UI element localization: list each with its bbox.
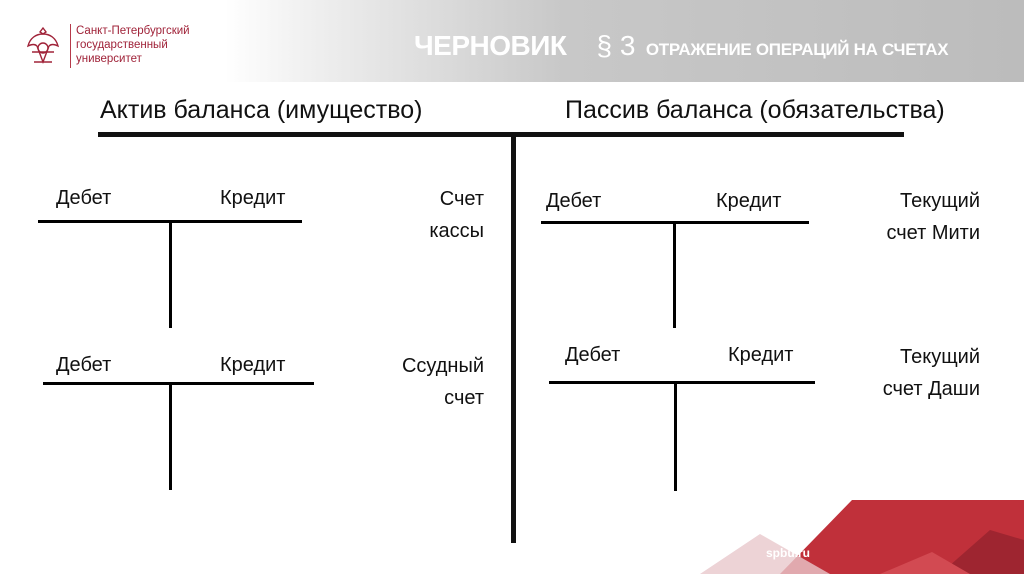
slide-title <box>414 30 948 70</box>
cash-credit-label: Кредит <box>220 187 286 209</box>
cash-debit-label: Дебет <box>56 187 112 209</box>
mitya-account-name <box>840 185 980 249</box>
dasha-account-name <box>840 341 980 405</box>
mitya-debit-label: Дебет <box>546 190 602 212</box>
dasha-account-name-line-1: Текущий <box>900 346 980 368</box>
asset-heading: Актив баланса (имущество) <box>100 96 423 124</box>
loan-t-horizontal <box>43 382 314 385</box>
mitya-account-name-line-1: Текущий <box>900 190 980 212</box>
balance-vertical-line <box>511 136 516 543</box>
loan-credit-label: Кредит <box>220 354 286 376</box>
balance-horizontal-line <box>98 132 904 137</box>
spbu-emblem-icon <box>22 22 64 68</box>
cash-t-vertical <box>169 223 172 328</box>
dasha-debit-label: Дебет <box>565 344 621 366</box>
university-line-1: Санкт-Петербургский <box>76 25 190 37</box>
title-subtitle: ОТРАЖЕНИЕ ОПЕРАЦИЙ НА СЧЕТАХ <box>645 40 949 59</box>
dasha-t-horizontal <box>549 381 815 384</box>
loan-account-name-line-2: счет <box>444 387 484 409</box>
mitya-credit-label: Кредит <box>716 190 782 212</box>
footer-site[interactable]: spbu.ru <box>766 546 810 560</box>
university-line-2: государственный <box>76 39 168 51</box>
mitya-account-name-line-2: счет Мити <box>886 222 980 244</box>
university-line-3: университет <box>76 53 142 65</box>
loan-account-name <box>364 350 484 414</box>
loan-debit-label: Дебет <box>56 354 112 376</box>
title-section: § 3 <box>596 30 636 61</box>
cash-account-name-line-2: кассы <box>429 220 484 242</box>
dasha-credit-label: Кредит <box>728 344 794 366</box>
loan-account-name-line-1: Ссудный <box>401 355 484 377</box>
footer-corner-graphic <box>700 500 1024 574</box>
cash-account-name-line-1: Счет <box>439 188 484 210</box>
title-main: ЧЕРНОВИК <box>414 30 567 61</box>
university-name <box>76 24 216 66</box>
mitya-t-vertical <box>673 224 676 328</box>
dasha-account-name-line-2: счет Даши <box>882 378 980 400</box>
liability-heading: Пассив баланса (обязательства) <box>565 96 945 124</box>
cash-account-name <box>384 183 484 247</box>
dasha-t-vertical <box>674 384 677 491</box>
logo-divider <box>70 24 71 68</box>
loan-t-vertical <box>169 385 172 490</box>
